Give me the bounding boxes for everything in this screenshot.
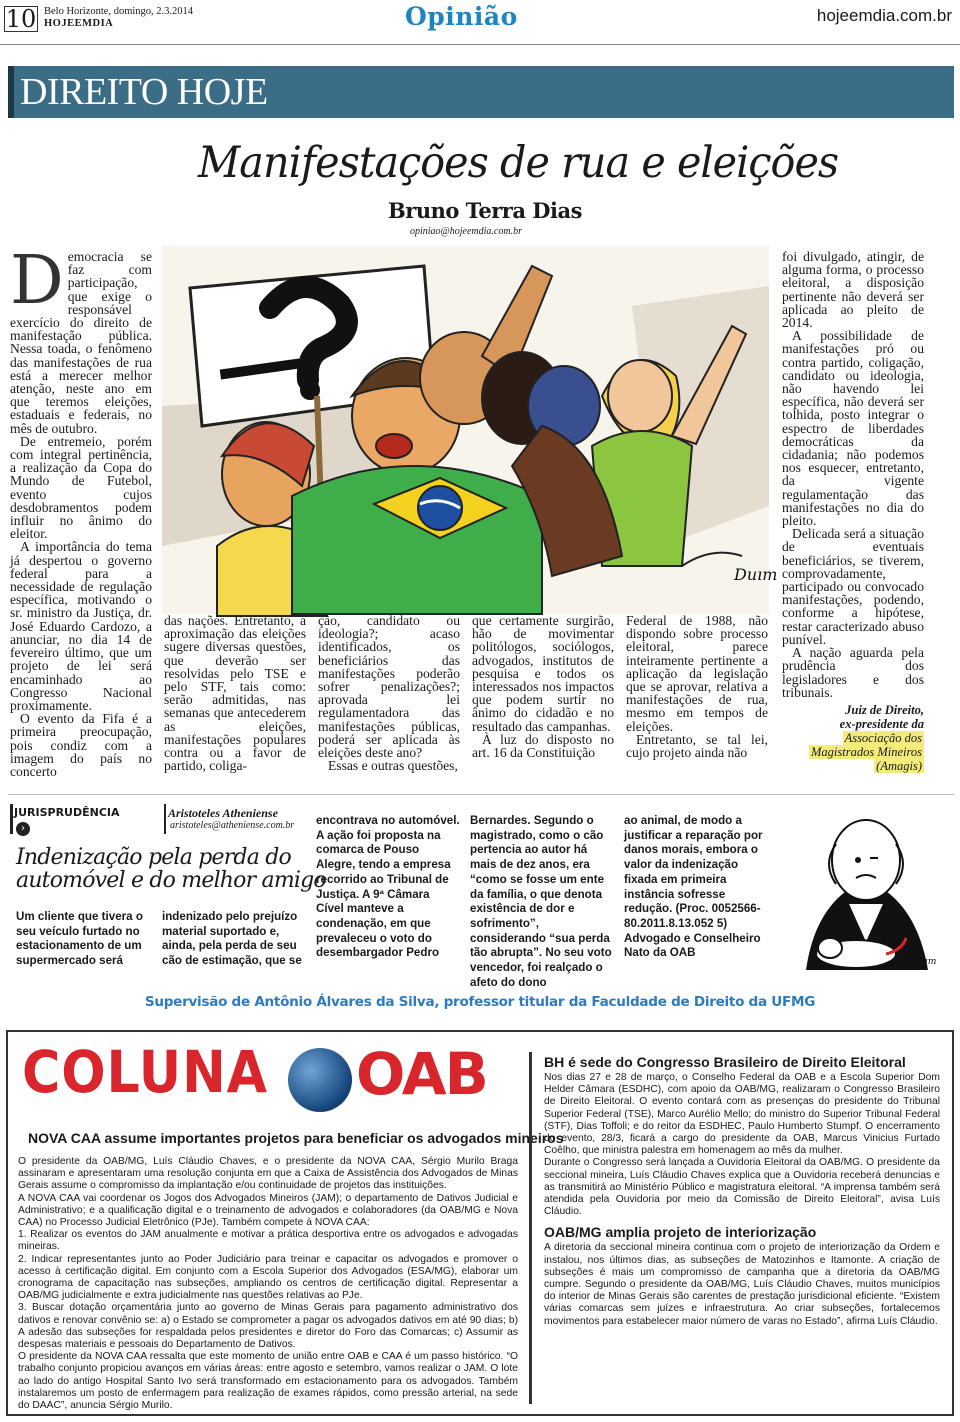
protest-illustration (162, 246, 778, 614)
city-date: Belo Horizonte, domingo, 2.3.2014 (44, 6, 194, 17)
jur-column-3: encontrava no automóvel. A ação foi proposta na comarca de Pouso Alegre, tendo a empresa recorrido ao Tribunal de Justiça. A 9ª Câmara Cível manteve a condenação, em que prevaleceu o voto do desembargador Pedro (316, 814, 460, 960)
signature-line: Juiz de Direito, (845, 702, 924, 717)
oab-right-title-1: BH é sede do Congresso Brasileiro de Direito Eleitoral (544, 1054, 906, 1070)
coluna-logo-word: COLUNA (22, 1038, 268, 1106)
author-signature (782, 703, 924, 773)
article-column-3 (318, 614, 460, 772)
list-item: 1. Realizar os eventos do JAM anualmente e motivar a prática desportiva entre os advogados e advogadas mineiras. (18, 1229, 518, 1253)
section-divider (8, 794, 954, 795)
jurisprudencia-title (16, 846, 326, 892)
paragraph: De entremeio, porém com integral pertinência, a realização da Copa do Mundo de Futebol, evento cujos desdobramentos podem influir no ânimo do eleitor. (10, 433, 152, 542)
page-number: 10 (5, 5, 37, 33)
paragraph: Delicada será a situação de eventuais beneficiários, se tiverem, comprovadamente, participado ou convocado manifestações, podendo, conforme a hipótese, restar caracterizado abuso punível. (782, 526, 924, 647)
paragraph: das nações. Entretanto, a aproximação das eleições sugere diversas questões, que deverão ser resolvidas pelo TSE e pelo STF, tais como: serão admitidas, nas semanas que antecederem as eleições, manifestações populares contra ou a favor de partido, coliga- (164, 613, 306, 774)
site-url[interactable]: hojeemdia.com.br (816, 6, 952, 25)
illustration-signature: Duım (734, 565, 778, 584)
supervision-credit: Supervisão de Antônio Álvares da Silva, professor titular da Faculdade de Direito da UFMG (144, 994, 816, 1010)
article-column-1 (10, 241, 152, 779)
signature-highlight: Associação dos (844, 730, 922, 745)
section-title: Opinião (405, 2, 518, 31)
author-email[interactable]: opiniao@hojeemdia.com.br (410, 226, 522, 237)
section-banner (8, 66, 954, 118)
paragraph: Durante o Congresso será lançada a Ouvidoria Eleitoral da OAB/MG. O presidente da seccional mineira, Luís Cláudio Chaves explica que a Ouvidoria receberá denuncias e as transmitirá ao Ministério Público e magistratura eleitoral. “A imprensa também será atendida pela Ouvidoria por meio da Comissão de Direito Eleitoral”, avisa Luís Cláudio. (544, 1157, 940, 1218)
banner-title: DIREITO HOJE (20, 71, 268, 113)
banner-accent (8, 66, 14, 118)
list-item: 3. Buscar dotação orçamentária junto ao governo de Minas Gerais para pagamento administrativo dos dativos e renovar convênio se: a) o Estado se comprometer a pagar os advogados dativos em até 90 dias; b) A adesão das subseções for respaldada pelos presidentes e diretor do Foro das Comarcas; c) Assumir as despesas materiais e pessoais do Departamento de Dativos. (18, 1302, 518, 1351)
oab-divider (529, 1052, 532, 1404)
paragraph: que certamente surgirão, hão de movimentar politólogos, sociólogos, advogados, institutos de pesquisa e todos os interessados nos impactos que podem surtir no ânimo do cidadão e no resultado das campanhas. (472, 613, 614, 734)
paragraph: A possibilidade de manifestações pró ou contra partido, coligação, candidato ou ideologia, não havendo lei específica, não deverá ser tolhida, posto integrar o espectro de liberdades democráticas da cidadania; não podemos nos esquecer, entretanto, da vigente regulamentação das manifestações no dia do pleito. (782, 328, 924, 529)
paragraph: À luz do disposto no art. 16 da Constituição (472, 731, 614, 761)
arrow-right-icon: › (16, 822, 30, 836)
paper-name: HOJEEMDIA (44, 18, 114, 29)
paragraph: A NOVA CAA vai coordenar os Jogos dos Advogados Mineiros (JAM); o departamento de Dativos Judicial e Administrativo; e a qualificação digital e o treinamento de advogados e colaboradores (da OAB/MG e Nova CAA) no Processo Judicial Eletrônico (PJe). Também compete à NOVA CAA: (18, 1192, 518, 1229)
oab-left-body (18, 1156, 518, 1412)
jur-email[interactable]: aristoteles@atheniense.com.br (170, 820, 295, 831)
article-column-4 (472, 614, 614, 759)
paragraph: emocracia se faz com participação, que exige o responsável exercício do direito de manifestação pública. Nessa toada, o fenômeno das manifestações de rua está a merecer melhor atenção, neste ano em que teremos eleições, estaduais e federais, no mês de outubro. (10, 249, 152, 436)
title-line: automóvel e do melhor amigo (16, 868, 326, 893)
paragraph: Federal de 1988, não dispondo sobre processo eleitoral, parece inteiramente pertinente a aplicação da legislação que se aprovar, relativa a manifestações de rua, mesmo em tempos de eleições. (626, 613, 768, 734)
paragraph: A nação aguarda pela prudência dos legisladores e dos tribunais. (782, 645, 924, 700)
paragraph: Entretanto, se tal lei, cujo projeto ainda não (626, 731, 768, 761)
paragraph: A importância do tema já despertou o governo federal para a necessidade de regulação específica, motivando o sr. ministro da Justiça, dr. José Eduardo Cardozo, a anunciar, no dia 14 de fevereiro último, que um projeto de lei será encaminhado ao Congresso Nacional proximamente. (10, 539, 152, 713)
oab-left-title: NOVA CAA assume importantes projetos para beneficiar os advogados mineiros (28, 1130, 564, 1146)
list-item: 2. Indicar representantes junto ao Poder Judiciário para treinar e capacitar os advogados e promover o acesso à certificação digital. Em conjunto com a Escola Superior dos Advogados (ESA/MG), elaborar um cronograma de capacitação nas subseções, ampliando os centros de certificação digital. Representar a OAB/MG judicialmente e extra judicialmente nas questões relativas ao PJe. (18, 1253, 518, 1302)
jur-column-2: indenizado pelo prejuízo material suportado e, ainda, pela perda de seu cão de estimação, que se (162, 910, 302, 968)
article-column-2 (164, 614, 306, 772)
paragraph: O presidente da OAB/MG, Luís Cláudio Chaves, e o presidente da NOVA CAA, Sérgio Murilo Braga assinaram e apresentaram uma resolução conjunta em que a Caixa de Assistência dos Advogados de Minas Gerais assume o compromisso da implantação e/ou continuidade de projetos das instituições. (18, 1156, 518, 1192)
jur-column-4: Bernardes. Segundo o magistrado, como o cão pertencia ao autor há mais de dez anos, era “como se fosse um ente da família, o que denota existência de dor e sofrimento”, considerando “sua perda tão abrupta”. No seu voto vencedor, foi realçado o afeto do dono (470, 814, 612, 989)
signature-line: ex-presidente da (839, 716, 924, 731)
globe-icon (288, 1048, 352, 1112)
signature-highlight: Magistrados Mineiros (811, 744, 922, 759)
oab-right-body (544, 1054, 940, 1328)
oab-right-title-2: OAB/MG amplia projeto de interiorização (544, 1224, 817, 1241)
jur-column-1: Um cliente que tivera o seu veículo furtado no estacionamento de um supermercado será (16, 910, 143, 968)
paragraph: Essas e outras questões, (328, 758, 458, 774)
cartoon-signature: Duım (912, 957, 937, 967)
paragraph: ção, candidato ou ideologia?; acaso identificados, os beneficiários das manifestações poderão sofrer penalizações?; aprovada lei regulamentadora das manifestações públicas, poderá ser aplicada às eleições deste ano? (318, 613, 460, 761)
jur-accent (10, 804, 13, 834)
signature-highlight: (Amagis) (876, 758, 922, 773)
article-column-5 (626, 614, 768, 759)
judge-cartoon (786, 804, 948, 970)
jurisprudencia-tag: JURISPRUDÊNCIA (14, 806, 120, 819)
paragraph: Nos dias 27 e 28 de março, o Conselho Federal da OAB e a Escola Superior Dom Helder Câmara (ESDHC), com apoio da OAB/MG, realizaram o Congresso Brasileiro de Direito Eleitoral. O evento contará com as presenças do presidente do Tribunal Superior Federal (TSE), Marco Aurélio Mello; do ministro do Superior Tribunal Federal (STF), Dias Toffoli; e do reitor da ESDHEC, Paulo Humberto Stumpf. O encerramento do evento, 28/3, ficará a cargo do presidente da OAB, Marcus Vinicius Furtado Coêlho, que ministra palestra em homenagem ao mês da mulher. (544, 1072, 940, 1157)
dateline (44, 6, 193, 30)
article-headline: Manifestações de rua e eleições (198, 138, 839, 188)
paragraph: O presidente da NOVA CAA ressalta que este momento de união entre OAB e CAA é um passo histórico. “O trabalho conjunto propiciou avanços em várias áreas: entre agosto e setembro, vamos realizar o JAM. O lote ao lado do antigo Hospital Santo Ivo será transformado em estacionamento para os advogados. Também instalaremos um posto de enfermagem para realização de exames rápidos, como pressão arterial, na sede do DAAC”, anuncia Sérgio Murilo. (18, 1351, 518, 1412)
jur-column-5: ao animal, de modo a justificar a reparação por danos morais, embora o valor da indenização fixada em primeira instância sofresse redução. (Proc. 0052566-80.2011.8.13.052 5) Advogado e Conselheiro Nato da OAB (624, 814, 763, 960)
article-column-6 (782, 250, 924, 773)
jur-author: Aristoteles Atheniense (168, 806, 278, 820)
paragraph: foi divulgado, atingir, de alguma forma, o processo eleitoral, a disposição pertinente não deverá ser aplicada ao pleito de 2014. (782, 249, 924, 331)
paragraph: A diretoria da seccional mineira continua com o projeto de interiorização da Ordem e instalou, nos últimos dias, as subseções de Matozinhos e Itamonte. A criação de subseções é mais um compromisso de campanha que a diretoria da OAB/MG cumpre. Segundo o presidente da OAB/MG, Luís Cláudio Chaves, muitos municípios do interior de Minas Gerais são carentes de prestação jurisdicional eficiente. “Existem várias comarcas sem juízes e infraestrutura. Ao criar subseções, fortalecemos movimentos para estabelecer maior número de varas no Estado”, afirma Luís Cláudio. (544, 1242, 940, 1327)
oab-logo: OAB (356, 1040, 487, 1108)
author-accent (164, 804, 166, 834)
header-rule (0, 44, 960, 45)
article-author: Bruno Terra Dias (388, 198, 582, 223)
paragraph: O evento da Fifa é a primeira preocupação, pois condiz com a imagem do país no concerto (10, 711, 152, 779)
drop-cap: D (10, 241, 64, 319)
title-line: Indenização pela perda do (16, 845, 291, 870)
